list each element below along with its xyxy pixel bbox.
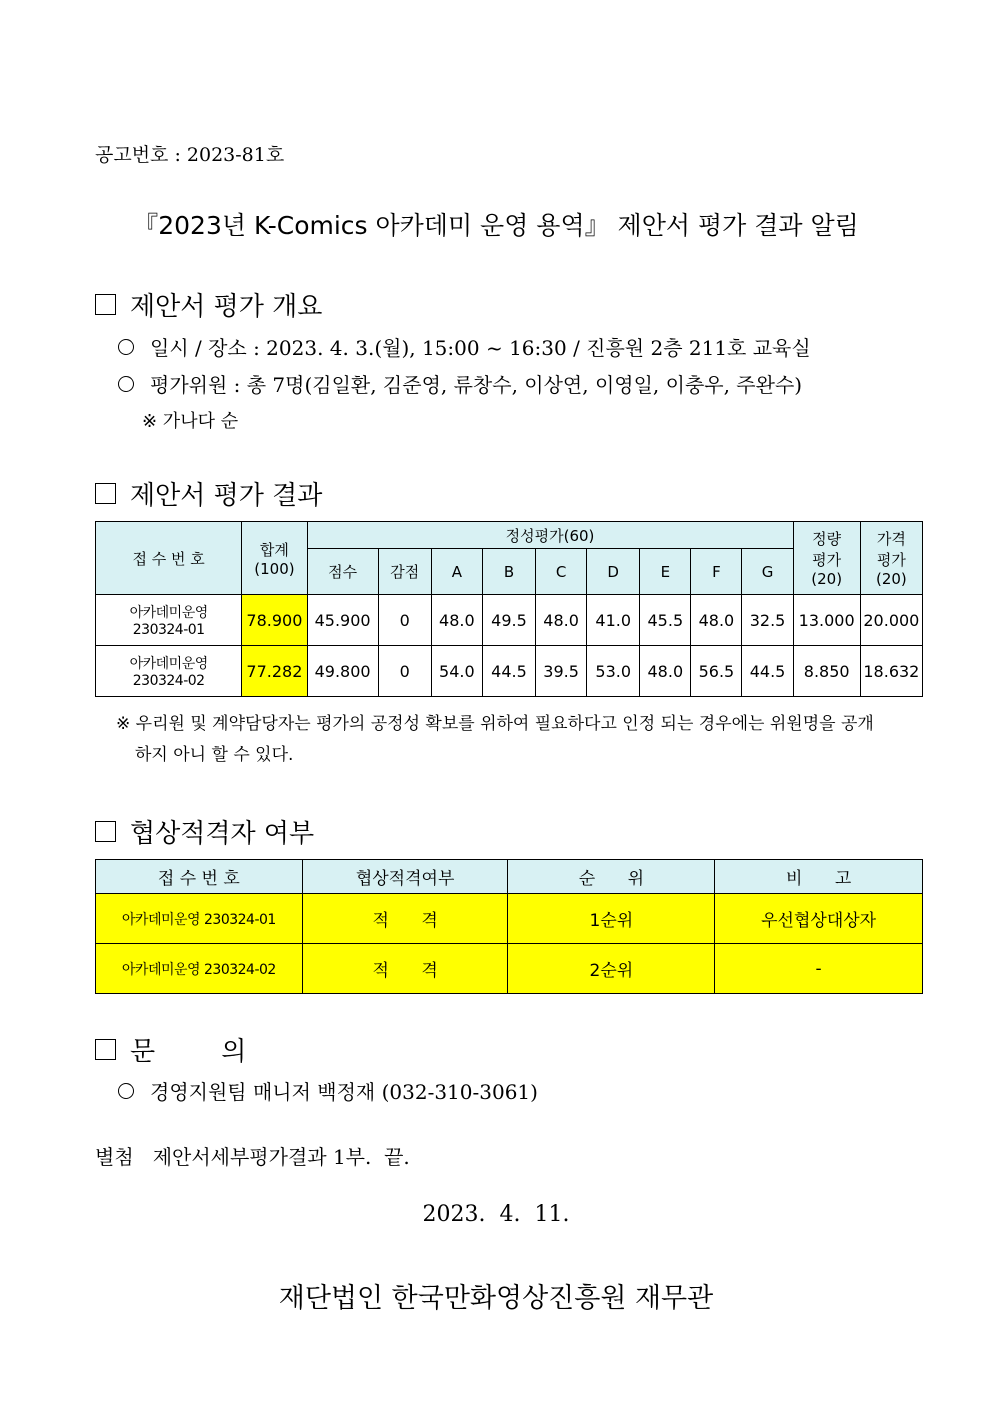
- header-g: G: [742, 549, 793, 595]
- header-receipt-number: 접 수 번 호: [96, 522, 242, 595]
- circle-bullet-icon: [118, 339, 134, 355]
- section-eligibility-heading: [95, 813, 314, 850]
- d-cell: 53.0: [587, 646, 640, 697]
- c-cell: 48.0: [536, 595, 587, 646]
- results-note-line2: 하지 아니 할 수 있다.: [135, 745, 294, 765]
- header-quantitative: 정량 평가 (20): [793, 522, 860, 595]
- price-cell: 20.000: [860, 595, 922, 646]
- evaluation-results-table: [95, 521, 923, 697]
- c-cell: 39.5: [536, 646, 587, 697]
- b-cell: 44.5: [482, 646, 535, 697]
- receipt-cell: 아카데미운영 230324-01: [96, 595, 242, 646]
- header-f: F: [691, 549, 742, 595]
- remarks-cell: 우선협상대상자: [715, 894, 923, 944]
- eligibility-table: [95, 859, 923, 994]
- table-row: [96, 595, 923, 646]
- header-price: 가격 평가 (20): [860, 522, 922, 595]
- section-results-heading: [95, 475, 322, 512]
- g-cell: 32.5: [742, 595, 793, 646]
- quantitative-cell: 13.000: [793, 595, 860, 646]
- checkbox-square-icon: [95, 294, 116, 315]
- section-overview-heading: [95, 286, 322, 323]
- overview-note: ※ 가나다 순: [142, 411, 239, 432]
- total-cell: 77.282: [242, 646, 307, 697]
- header-receipt-number: 접 수 번 호: [96, 860, 303, 894]
- section-inquiry-title: 문 의: [130, 1037, 247, 1067]
- checkbox-square-icon: [95, 483, 116, 504]
- checkbox-square-icon: [95, 1039, 116, 1060]
- notice-number: 공고번호 : 2023-81호: [95, 144, 285, 166]
- deduction-cell: 0: [378, 646, 431, 697]
- header-b: B: [482, 549, 535, 595]
- circle-bullet-icon: [118, 376, 134, 392]
- header-e: E: [640, 549, 691, 595]
- d-cell: 41.0: [587, 595, 640, 646]
- header-d: D: [587, 549, 640, 595]
- inquiry-contact-item: [118, 1076, 538, 1105]
- e-cell: 48.0: [640, 646, 691, 697]
- total-cell: 78.900: [242, 595, 307, 646]
- rank-cell: 1순위: [508, 894, 715, 944]
- circle-bullet-icon: [118, 1083, 134, 1099]
- issuing-organization: 재단법인 한국만화영상진흥원 재무관: [278, 1283, 714, 1314]
- header-remarks: 비 고: [715, 860, 923, 894]
- eligibility-cell: 적 격: [302, 894, 508, 944]
- f-cell: 56.5: [691, 646, 742, 697]
- a-cell: 54.0: [431, 646, 482, 697]
- checkbox-square-icon: [95, 821, 116, 842]
- section-eligibility-title: 협상적격자 여부: [130, 819, 315, 849]
- score-cell: 45.900: [307, 595, 378, 646]
- header-a: A: [431, 549, 482, 595]
- document-date: 2023. 4. 11.: [422, 1202, 570, 1227]
- quantitative-cell: 8.850: [793, 646, 860, 697]
- attachment-line: 별첨 제안서세부평가결과 1부. 끝.: [95, 1145, 410, 1169]
- section-overview-title: 제안서 평가 개요: [130, 292, 323, 322]
- document-title: 『2023년 K-Comics 아카데미 운영 용역』 제안서 평가 결과 알림: [133, 211, 859, 240]
- receipt-cell: 아카데미운영 230324-01: [96, 894, 303, 944]
- table-row: [96, 894, 923, 944]
- header-eligibility: 협상적격여부: [302, 860, 508, 894]
- table-row: [96, 944, 923, 994]
- remarks-cell: -: [715, 944, 923, 994]
- deduction-cell: 0: [378, 595, 431, 646]
- header-total: 합계 (100): [242, 522, 307, 595]
- e-cell: 45.5: [640, 595, 691, 646]
- header-c: C: [536, 549, 587, 595]
- overview-datetime-item: [118, 332, 811, 361]
- header-rank: 순 위: [508, 860, 715, 894]
- rank-cell: 2순위: [508, 944, 715, 994]
- receipt-cell: 아카데미운영 230324-02: [96, 646, 242, 697]
- price-cell: 18.632: [860, 646, 922, 697]
- section-inquiry-heading: [95, 1031, 246, 1068]
- receipt-cell: 아카데미운영 230324-02: [96, 944, 303, 994]
- eligibility-cell: 적 격: [302, 944, 508, 994]
- f-cell: 48.0: [691, 595, 742, 646]
- b-cell: 49.5: [482, 595, 535, 646]
- section-results-title: 제안서 평가 결과: [130, 481, 323, 511]
- overview-evaluators-item: [118, 369, 802, 398]
- header-qualitative: 정성평가(60): [307, 522, 793, 549]
- overview-datetime-text: 일시 / 장소 : 2023. 4. 3.(월), 15:00 ~ 16:30 / 진흥원 2층 211호 교육실: [150, 336, 811, 360]
- inquiry-contact-text: 경영지원팀 매니저 백정재 (032-310-3061): [150, 1080, 538, 1104]
- table-row: [96, 646, 923, 697]
- score-cell: 49.800: [307, 646, 378, 697]
- a-cell: 48.0: [431, 595, 482, 646]
- results-note-line1: ※ 우리원 및 계약담당자는 평가의 공정성 확보를 위하여 필요하다고 인정 되는 경우에는 위원명을 공개: [116, 714, 874, 734]
- g-cell: 44.5: [742, 646, 793, 697]
- overview-evaluators-text: 평가위원 : 총 7명(김일환, 김준영, 류창수, 이상연, 이영일, 이충우, 주완수): [150, 373, 803, 397]
- header-deduction: 감점: [378, 549, 431, 595]
- header-score: 점수: [307, 549, 378, 595]
